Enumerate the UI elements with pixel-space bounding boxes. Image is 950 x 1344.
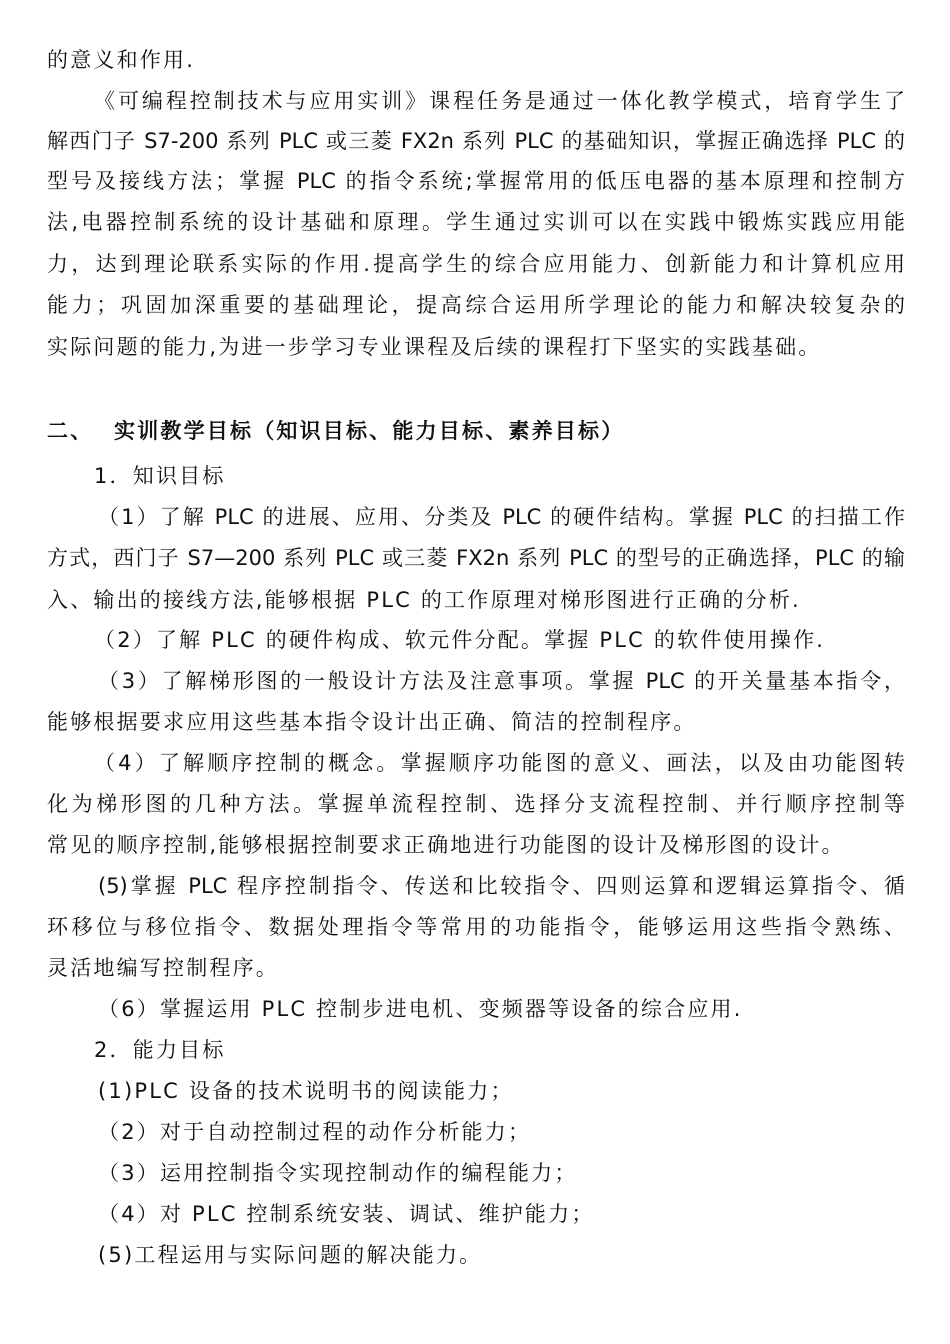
intro-line: 实际问题的能力,为进一步学习专业课程及后续的课程打下坚实的实践基础。 — [47, 335, 822, 359]
intro-line: 《可编程控制技术与应用实训》课程任务是通过一体化教学模式，培育学生了 — [94, 89, 905, 113]
section-number: 二、 — [47, 419, 94, 443]
intro-line: 型号及接线方法；掌握 PLC 的指令系统;掌握常用的低压电器的基本原理和控制方 — [47, 169, 905, 193]
intro-line: 能力；巩固加深重要的基础理论，提高综合运用所学理论的能力和解决较复杂的 — [47, 293, 905, 317]
knowledge-heading: 1．知识目标 — [94, 464, 226, 488]
knowledge-line: 能够根据要求应用这些基本指令设计出正确、简洁的控制程序。 — [47, 710, 697, 734]
knowledge-line: （2）了解 PLC 的硬件构成、软元件分配。掌握 PLC 的软件使用操作. — [94, 628, 826, 652]
knowledge-line: 环移位与移位指令、数据处理指令等常用的功能指令，能够运用这些指令熟练、 — [47, 915, 905, 939]
knowledge-line: （6）掌握运用 PLC 控制步进电机、变频器等设备的综合应用. — [98, 997, 743, 1021]
knowledge-line: 化为梯形图的几种方法。掌握单流程控制、选择分支流程控制、并行顺序控制等 — [47, 792, 905, 816]
knowledge-line: （1）了解 PLC 的进展、应用、分类及 PLC 的硬件结构。掌握 PLC 的扫描工作 — [98, 505, 905, 529]
intro-line: 法,电器控制系统的设计基础和原理。学生通过实训可以在实践中锻炼实践应用能 — [47, 210, 905, 234]
ability-line: (5)工程运用与实际问题的解决能力。 — [98, 1243, 483, 1267]
knowledge-line: 常见的顺序控制,能够根据控制要求正确地进行功能图的设计及梯形图的设计。 — [47, 833, 845, 857]
ability-line: （3）运用控制指令实现控制动作的编程能力； — [98, 1161, 578, 1185]
knowledge-line: 方式，西门子 S7—200 系列 PLC 或三菱 FX2n 系列 PLC 的型号的正确选择，PLC 的输 — [47, 546, 905, 570]
intro-line: 力，达到理论联系实际的作用.提高学生的综合应用能力、创新能力和计算机应用 — [47, 252, 905, 276]
knowledge-line: 灵活地编写控制程序。 — [47, 956, 279, 980]
ability-heading: 2．能力目标 — [94, 1038, 226, 1062]
section-title: 实训教学目标（知识目标、能力目标、素养目标） — [114, 419, 625, 443]
knowledge-line: 入、输出的接线方法,能够根据 PLC 的工作原理对梯形图进行正确的分析. — [47, 588, 801, 612]
knowledge-line: (5)掌握 PLC 程序控制指令、传送和比较指令、四则运算和逻辑运算指令、循 — [98, 874, 905, 898]
ability-line: （4）对 PLC 控制系统安装、调试、维护能力； — [98, 1202, 595, 1226]
ability-line: (1)PLC 设备的技术说明书的阅读能力； — [98, 1079, 514, 1103]
intro-line: 的意义和作用. — [47, 48, 196, 72]
knowledge-line: （3）了解梯形图的一般设计方法及注意事项。掌握 PLC 的开关量基本指令， — [98, 669, 905, 693]
knowledge-line: （4）了解顺序控制的概念。掌握顺序功能图的意义、画法，以及由功能图转 — [94, 751, 905, 775]
ability-line: （2）对于自动控制过程的动作分析能力； — [98, 1120, 532, 1144]
intro-line: 解西门子 S7-200 系列 PLC 或三菱 FX2n 系列 PLC 的基础知识，掌握正确选择 PLC 的 — [47, 129, 905, 153]
